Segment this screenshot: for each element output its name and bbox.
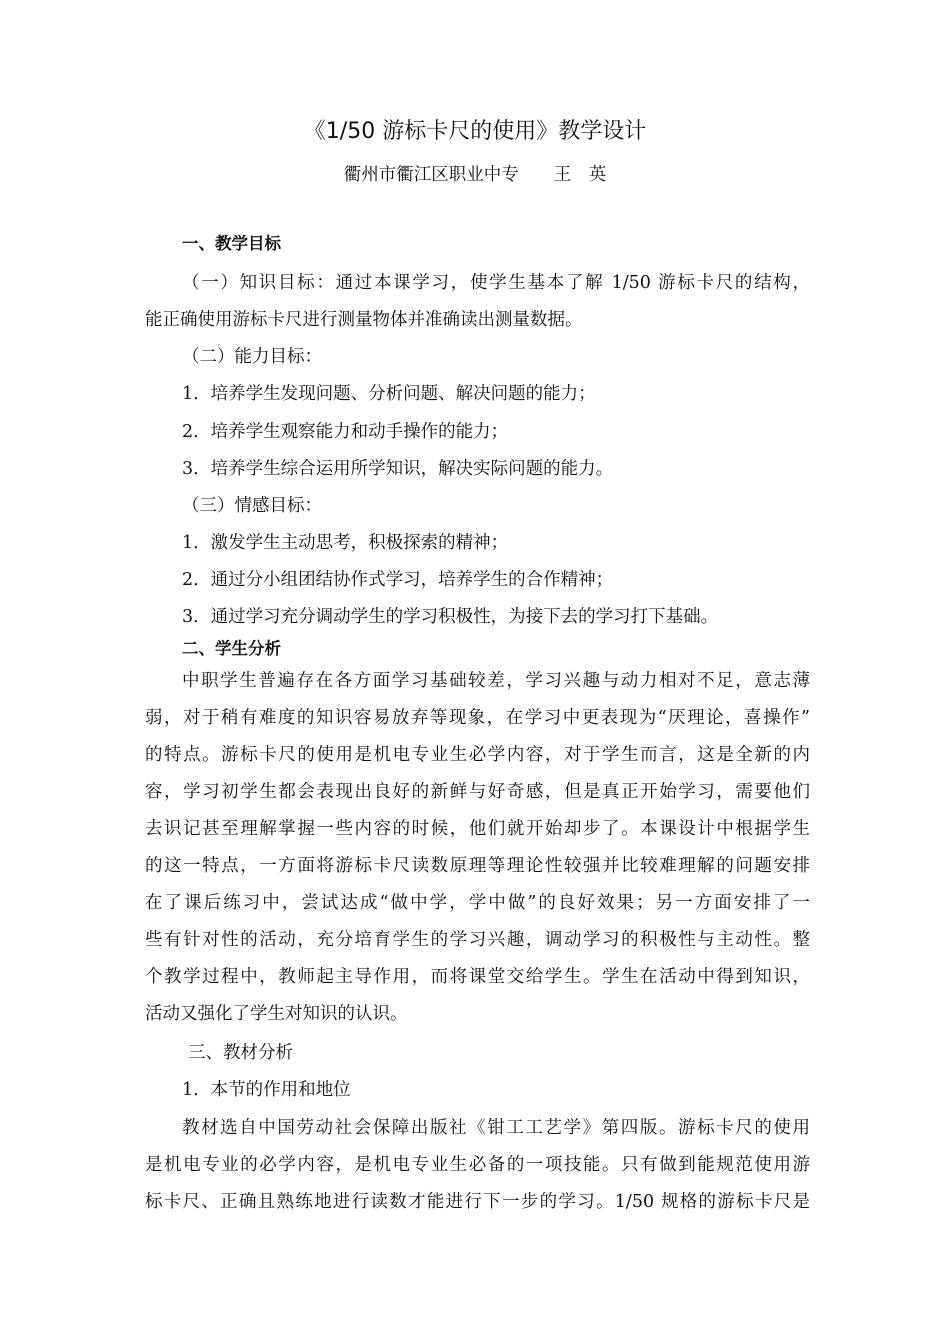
paragraph-line: 标卡尺、正确且熟练地进行读数才能进行下一步的学习。1/50 规格的游标卡尺是 xyxy=(145,1192,810,1212)
paragraph-line: 些有针对性的活动，充分培育学生的学习兴趣，调动学习的积极性与主动性。整 xyxy=(145,930,810,950)
paragraph-line: 弱，对于稍有难度的知识容易放弃等现象，在学习中更表现为“厌理论，喜操作” xyxy=(145,708,810,728)
paragraph-line: 的这一特点，一方面将游标卡尺读数原理等理论性较强并比较难理解的问题安排 xyxy=(145,856,810,876)
subsection-heading: （三）情感目标： xyxy=(182,496,322,516)
list-item: 1．培养学生发现问题、分析问题、解决问题的能力； xyxy=(182,384,596,404)
paragraph-line: 去识记甚至理解掌握一些内容的时候，他们就开始却步了。本课设计中根据学生 xyxy=(145,819,810,839)
subsection-heading: （二）能力目标： xyxy=(182,347,322,367)
paragraph-line: （一）知识目标：通过本课学习，使学生基本了解 1/50 游标卡尺的结构， xyxy=(182,273,810,293)
list-item: 3．通过学习充分调动学生的学习积极性，为接下去的学习打下基础。 xyxy=(182,607,719,627)
subsection-heading: 1．本节的作用和地位 xyxy=(182,1080,351,1100)
document-subtitle: 衢州市衢江区职业中专 王 英 xyxy=(343,165,607,185)
section-heading: 二、学生分析 xyxy=(182,639,281,658)
paragraph-line: 活动又强化了学生对知识的认识。 xyxy=(145,1004,408,1024)
paragraph-line: 是机电专业的必学内容，是机电专业生必备的一项技能。只有做到能规范使用游 xyxy=(145,1155,810,1175)
paragraph-line: 在了课后练习中，尝试达成“做中学，学中做”的良好效果；另一方面安排了一 xyxy=(145,893,810,913)
list-item: 1．激发学生主动思考，积极探索的精神； xyxy=(182,533,509,553)
paragraph-line: 的特点。游标卡尺的使用是机电专业生必学内容，对于学生而言，这是全新的内 xyxy=(145,745,810,765)
list-item: 2．培养学生观察能力和动手操作的能力； xyxy=(182,422,509,442)
section-heading: 一、教学目标 xyxy=(182,234,281,253)
document-title: 《1/50 游标卡尺的使用》教学设计 xyxy=(303,119,647,144)
section-heading: 三、教材分析 xyxy=(188,1043,293,1063)
list-item: 2．通过分小组团结协作式学习，培养学生的合作精神； xyxy=(182,570,614,590)
paragraph-line: 能正确使用游标卡尺进行测量物体并准确读出测量数据。 xyxy=(145,310,583,330)
paragraph-line: 教材选自中国劳动社会保障出版社《钳工工艺学》第四版。游标卡尺的使用 xyxy=(182,1118,810,1138)
paragraph-line: 个教学过程中，教师起主导作用，而将课堂交给学生。学生在活动中得到知识， xyxy=(145,967,810,987)
paragraph-line: 容，学习初学生都会表现出良好的新鲜与好奇感，但是真正开始学习，需要他们 xyxy=(145,782,810,802)
list-item: 3．培养学生综合运用所学知识，解决实际问题的能力。 xyxy=(182,459,614,479)
paragraph-line: 中职学生普遍存在各方面学习基础较差，学习兴趣与动力相对不足，意志薄 xyxy=(182,671,810,691)
